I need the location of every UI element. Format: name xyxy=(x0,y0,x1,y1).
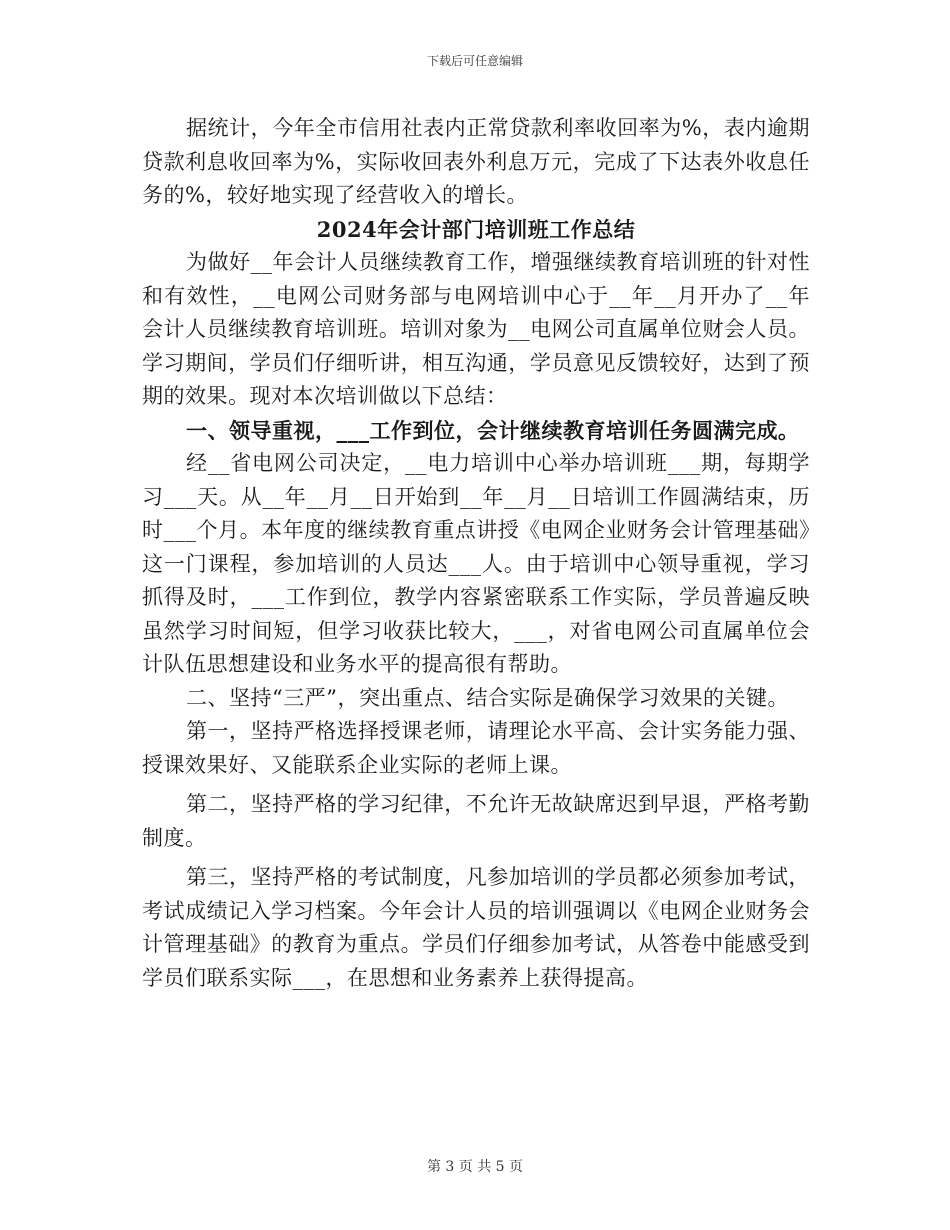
section-heading-1: 一、领导重视，___工作到位，会计继续教育培训任务圆满完成。 xyxy=(186,417,800,443)
document-body xyxy=(142,112,810,995)
paragraph-section-1: 经__省电网公司决定，__电力培训中心举办培训班___期，每期学习___天。从__年__月__日开始到__年__月__日培训工作圆满结束，历时___个月。本年度的继续教育重点讲授《电网企业财务会计管理基础》这一门课程，参加培训的人员达___人。由于培训中心领导重视，学习抓得及时，___工作到位，教学内容紧密联系工作实际，学员普遍反映虽然学习时间短，但学习收获比较大，___，对省电网公司直属单位会计队伍思想建设和业务水平的提高很有帮助。 xyxy=(142,451,810,676)
section-heading-2: 二、坚持“三严”，突出重点、结合实际是确保学习效果的关键。 xyxy=(186,685,789,710)
document-title: 2024年会计部门培训班工作总结 xyxy=(316,216,636,242)
page-header: 下载后可任意编辑 xyxy=(426,54,523,68)
paragraph-point-3: 第三，坚持严格的考试制度，凡参加培训的学员都必须参加考试，考试成绩记入学习档案。今年会计人员的培训强调以《电网企业财务会计管理基础》的教育为重点。学员们仔细参加考试，从答卷中能感受到学员们联系实际___，在思想和业务素养上获得提高。 xyxy=(142,865,810,990)
paragraph-statistics: 据统计，今年全市信用社表内正常贷款利率收回率为%，表内逾期贷款利息收回率为%，实际收回表外利息万元，完成了下达表外收息任务的%，较好地实现了经营收入的增长。 xyxy=(142,116,810,207)
paragraph-intro: 为做好__年会计人员继续教育工作，增强继续教育培训班的针对性和有效性，__电网公司财务部与电网培训中心于__年__月开办了__年会计人员继续教育培训班。培训对象为__电网公司直属单位财会人员。学习期间，学员们仔细听讲，相互沟通，学员意见反馈较好，达到了预期的效果。现对本次培训做以下总结： xyxy=(142,250,810,408)
paragraph-point-1: 第一，坚持严格选择授课老师，请理论水平高、会计实务能力强、授课效果好、又能联系企业实际的老师上课。 xyxy=(142,719,810,777)
paragraph-point-2: 第二，坚持严格的学习纪律，不允许无故缺席迟到早退，严格考勤制度。 xyxy=(142,792,810,850)
page-number: 第 3 页 共 5 页 xyxy=(426,1159,524,1175)
